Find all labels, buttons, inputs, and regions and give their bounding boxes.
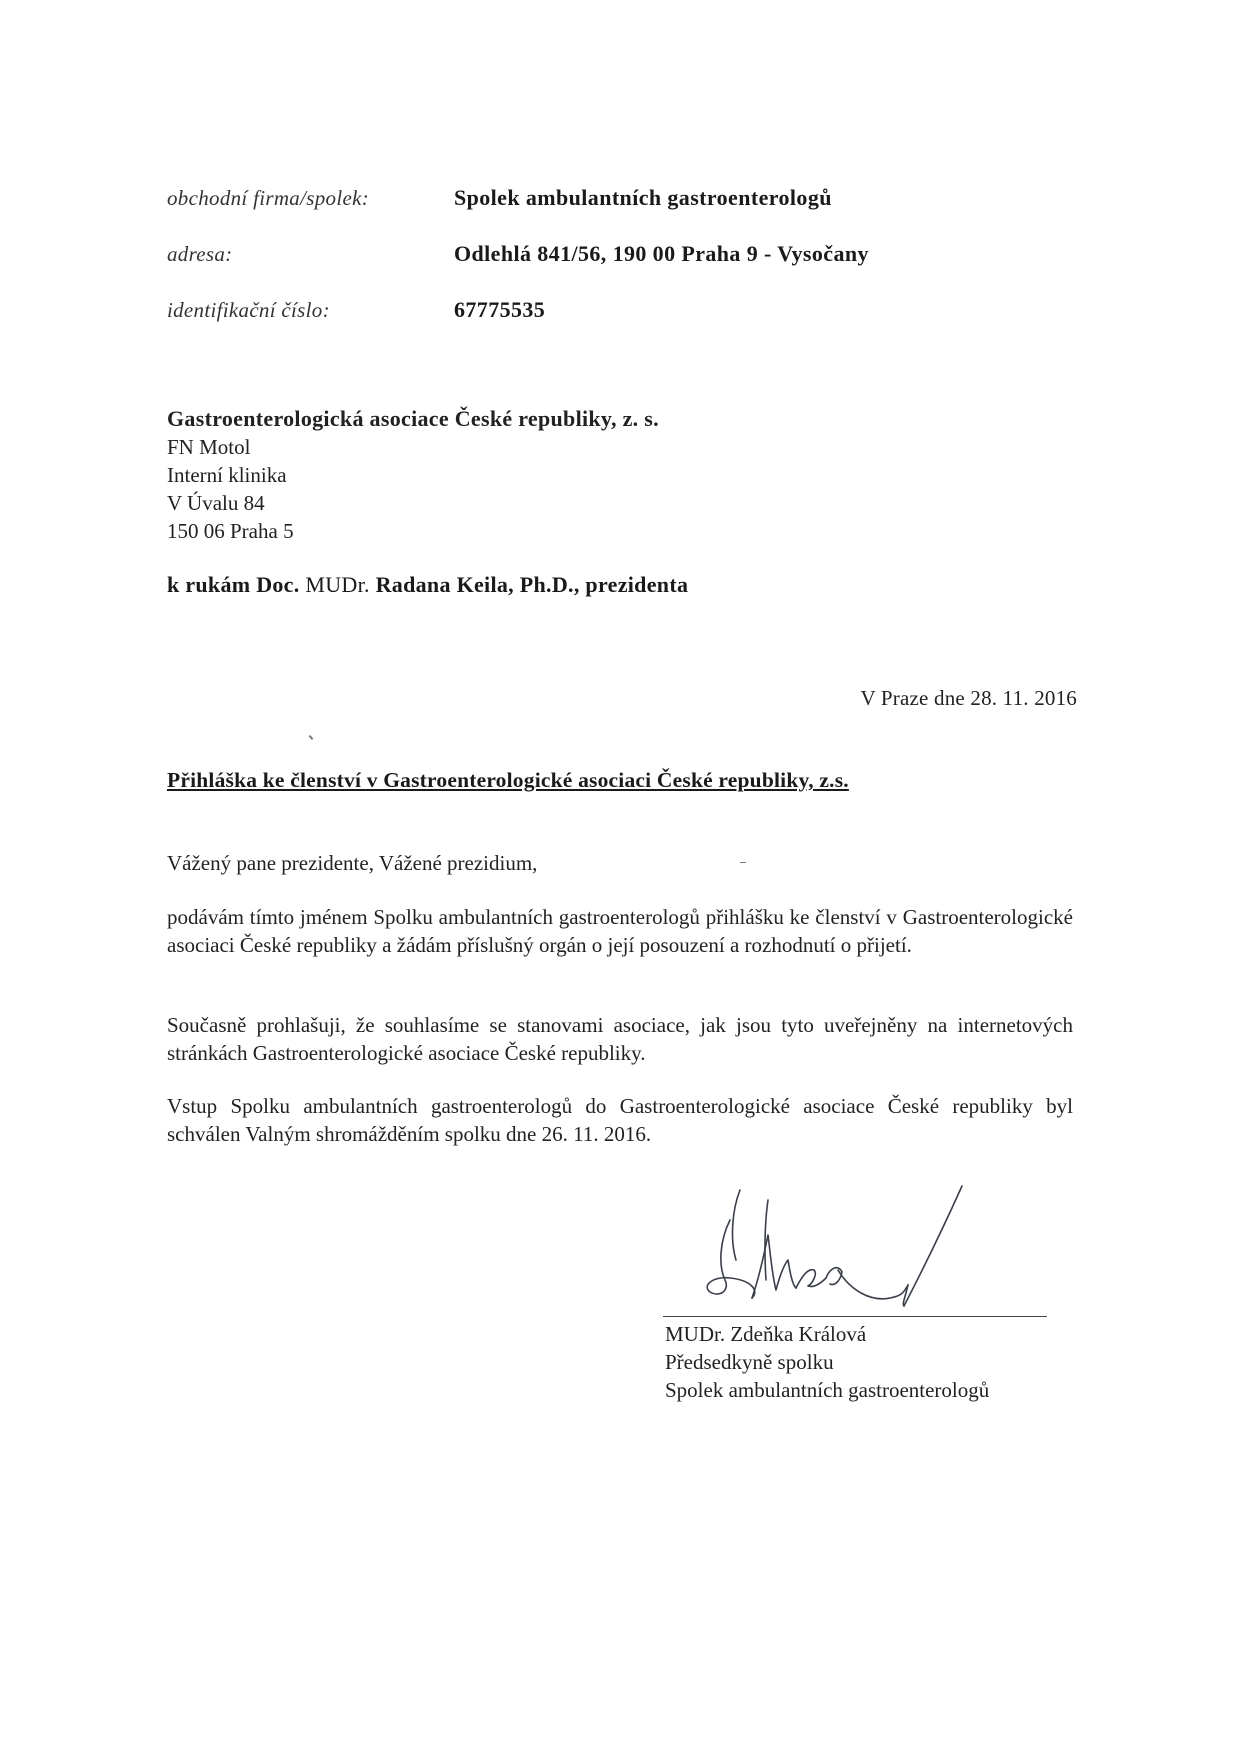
header-row-company bbox=[167, 186, 1067, 220]
header-row-address bbox=[167, 242, 1067, 276]
address-label: adresa: bbox=[167, 242, 233, 266]
address-value: Odlehlá 841/56, 190 00 Praha 9 - Vysočany bbox=[454, 241, 869, 266]
attention-line bbox=[167, 572, 688, 598]
salutation: Vážený pane prezidente, Vážené prezidium, bbox=[167, 851, 538, 875]
recipient-name: Gastroenterologická asociace České republiky, z. s. bbox=[167, 406, 659, 431]
signer-title: Předsedkyně spolku bbox=[665, 1350, 834, 1374]
company-label: obchodní firma/spolek: bbox=[167, 186, 369, 210]
signer-name: MUDr. Zdeňka Králová bbox=[665, 1322, 867, 1346]
letter-subject: Přihláška ke členství v Gastroenterologické asociaci České republiky, z.s. bbox=[167, 768, 849, 792]
signature-line bbox=[663, 1316, 1047, 1317]
company-value: Spolek ambulantních gastroenterologů bbox=[454, 185, 832, 210]
recipient-line: 150 06 Praha 5 bbox=[167, 519, 294, 543]
scan-speck bbox=[309, 735, 314, 740]
header-row-id bbox=[167, 298, 1067, 332]
signer-block bbox=[665, 1320, 989, 1404]
body-paragraph: Vstup Spolku ambulantních gastroenterologů do Gastroenterologické asociace České republiky byl schválen Valným shromážděním spolku dne 26. 11. 2016. bbox=[167, 1094, 1073, 1146]
letter-date: V Praze dne 28. 11. 2016 bbox=[860, 686, 1077, 710]
id-value: 67775535 bbox=[454, 297, 546, 322]
scan-speck bbox=[740, 862, 746, 863]
recipient-line: Interní klinika bbox=[167, 463, 287, 487]
attention-mid: MUDr. bbox=[305, 572, 370, 597]
body-paragraph: Současně prohlašuji, že souhlasíme se stanovami asociace, jak jsou tyto uveřejněny na internetových stránkách Gastroenterologické asociace České republiky. bbox=[167, 1013, 1073, 1065]
recipient-line: V Úvalu 84 bbox=[167, 491, 265, 515]
body-paragraph: podávám tímto jménem Spolku ambulantních gastroenterologů přihlášku ke členství v Gastroenterologické asociaci České republiky a žádám příslušný orgán o její posouzení a rozhodnutí o přijetí. bbox=[167, 905, 1073, 957]
signer-organization: Spolek ambulantních gastroenterologů bbox=[665, 1378, 990, 1402]
recipient-address bbox=[167, 405, 659, 545]
attention-suffix: Radana Keila, Ph.D., prezidenta bbox=[369, 572, 689, 597]
recipient-line: FN Motol bbox=[167, 435, 251, 459]
id-label: identifikační číslo: bbox=[167, 298, 330, 322]
handwritten-signature bbox=[690, 1180, 980, 1310]
attention-prefix: k rukám Doc. bbox=[167, 572, 306, 597]
